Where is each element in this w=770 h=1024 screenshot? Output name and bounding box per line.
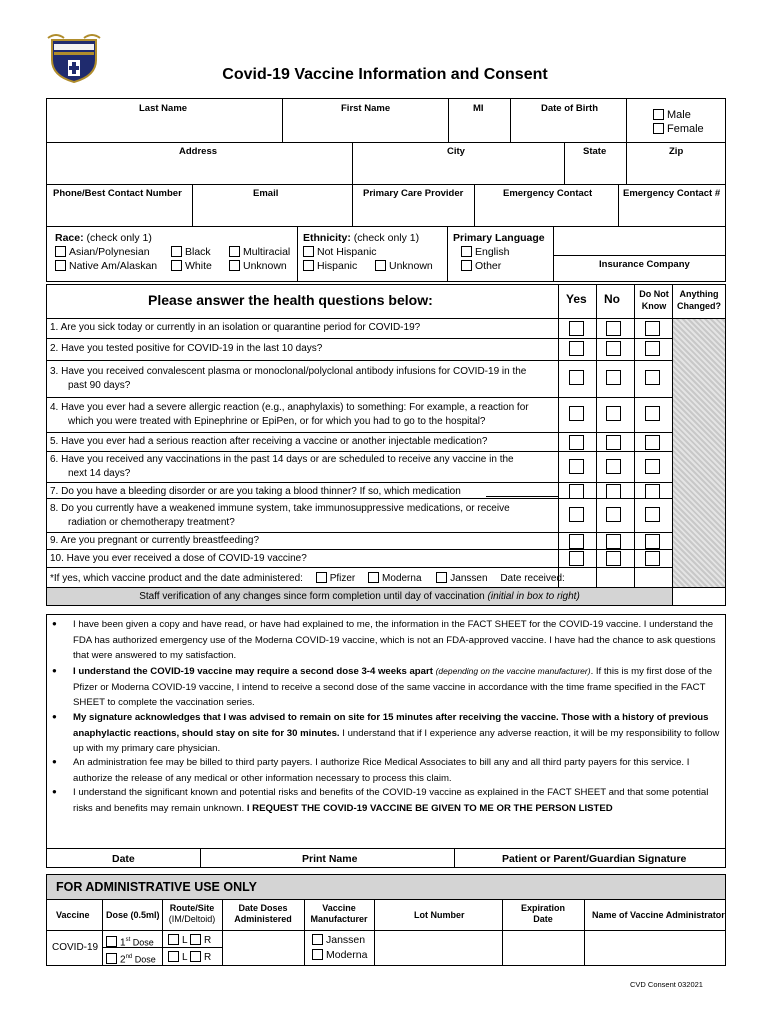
- date-label: Date: [112, 853, 135, 865]
- dose-2-sup: nd: [125, 954, 133, 960]
- eth-hispanic-option[interactable]: [303, 260, 357, 272]
- race-native-option[interactable]: [55, 260, 157, 272]
- race-asian-option[interactable]: [55, 246, 150, 258]
- question-8-line2: radiation or chemotherapy treatment?: [68, 517, 235, 528]
- race-black-option[interactable]: [171, 246, 211, 258]
- changed-line1: Anything: [679, 289, 719, 299]
- question-8-line1: 8. Do you currently have a weakened immune system, take immunosuppressive medications, or receive: [50, 503, 510, 514]
- right-label: R: [203, 935, 212, 946]
- emergency-number-label: Emergency Contact #: [623, 188, 721, 199]
- address-label: Address: [179, 146, 218, 157]
- question-4-yes-checkbox[interactable]: [569, 406, 584, 421]
- consent-bullet-5: [73, 785, 723, 816]
- dose-1-num: 1: [120, 937, 126, 949]
- left-checkbox[interactable]: [168, 934, 179, 945]
- question-4-no-checkbox[interactable]: [606, 406, 621, 421]
- eth-unknown-label: Unknown: [389, 260, 433, 272]
- route-row-2: [168, 951, 211, 964]
- staff-verify-label: Staff verification of any changes since form completion until day of vaccination: [139, 591, 485, 602]
- question-5-no-checkbox[interactable]: [606, 435, 621, 450]
- col-expiration: [502, 903, 584, 925]
- question-10-no-checkbox[interactable]: [606, 551, 621, 566]
- lang-other-label: Other: [475, 260, 502, 272]
- date-field[interactable]: [47, 820, 200, 848]
- dose-1-option[interactable]: [106, 934, 154, 949]
- col-dates-line2: Administered: [234, 914, 292, 924]
- question-1-yes-checkbox[interactable]: [569, 321, 584, 336]
- question-2-no-checkbox[interactable]: [606, 341, 621, 356]
- dont-know-header: [636, 288, 672, 312]
- checkbox[interactable]: [106, 953, 117, 964]
- checkbox[interactable]: [303, 246, 314, 257]
- checkbox[interactable]: [171, 260, 182, 271]
- lang-other-option[interactable]: [461, 260, 501, 272]
- col-route-line2: (IM/Deltoid): [168, 914, 216, 924]
- question-2-yes-checkbox[interactable]: [569, 341, 584, 356]
- state-label: State: [583, 146, 607, 157]
- moderna-checkbox[interactable]: [368, 572, 379, 583]
- consent-2-bold: I understand the COVID-19 vaccine may require a second dose 3-4 weeks apart: [73, 666, 433, 677]
- dose-1-sup: st: [125, 937, 131, 943]
- form-title: Covid-19 Vaccine Information and Consent: [222, 66, 548, 83]
- admin-janssen-label: Janssen: [326, 934, 366, 946]
- male-option[interactable]: [653, 109, 691, 121]
- question-3-line2: past 90 days?: [68, 380, 131, 391]
- checkbox[interactable]: [312, 934, 323, 945]
- no-header: No: [604, 292, 620, 306]
- race-multi-option[interactable]: [229, 246, 290, 258]
- dose-2-num: 2: [120, 954, 126, 966]
- dont-know-line2: Know: [641, 301, 667, 311]
- consent-3-bold: My signature acknowledges that I was advised to remain on site for 15 minutes after receiving the vaccine. Those with a history of previous anaphylactic reactions, should stay on site for 30 minutes.: [73, 712, 709, 739]
- question-3-yes-checkbox[interactable]: [569, 370, 584, 385]
- race-asian-label: Asian/Polynesian: [69, 246, 150, 258]
- question-7: 7. Do you have a bleeding disorder or are you taking a blood thinner? If so, which medication: [50, 486, 461, 497]
- checkbox[interactable]: [312, 949, 323, 960]
- checkbox[interactable]: [106, 936, 117, 947]
- consent-3-rest: I understand that if I experience any adverse reaction, it will be my responsibility to follow up with my primary care physician.: [73, 727, 720, 754]
- staff-verification-text: [47, 591, 672, 603]
- changed-header: [672, 288, 726, 312]
- question-6-dont-know-checkbox[interactable]: [645, 459, 660, 474]
- zip-label: Zip: [669, 146, 684, 157]
- race-label: [55, 232, 152, 244]
- pfizer-label: Pfizer: [329, 573, 356, 584]
- consent-5-bold: I REQUEST THE COVID-19 VACCINE BE GIVEN TO ME OR THE PERSON LISTED: [244, 802, 613, 814]
- col-exp-line2: Date: [533, 914, 553, 924]
- race-native-label: Native Am/Alaskan: [69, 260, 158, 272]
- staff-initial-box[interactable]: [673, 588, 725, 605]
- question-1-dont-know-checkbox[interactable]: [645, 321, 660, 336]
- right-checkbox[interactable]: [190, 934, 201, 945]
- question-8-no-checkbox[interactable]: [606, 507, 621, 522]
- ethnicity-title: Ethnicity:: [303, 232, 351, 244]
- question-7-yes-checkbox[interactable]: [569, 484, 584, 499]
- vaccine-product-question: [50, 572, 565, 585]
- dose-2-word: Dose: [132, 954, 156, 965]
- consent-2-rest: . If this is my first dose of the Pfizer or Moderna COVID-19 vaccine, I intend to receive a second dose of the same vaccine in accordance with the time frame specified in the FACT SHEET to complete the vaccination series.: [73, 666, 713, 708]
- race-multi-label: Multiracial: [243, 246, 291, 258]
- left-label: L: [182, 952, 188, 963]
- covid-label: COVID-19: [52, 942, 99, 953]
- question-5: 5. Have you ever had a serious reaction after receiving a vaccine or another injectable medication?: [50, 436, 488, 447]
- consent-bullet-2: [73, 664, 723, 711]
- race-unknown-label: Unknown: [243, 260, 287, 272]
- first-name-label: First Name: [341, 103, 391, 114]
- checkbox[interactable]: [171, 246, 182, 257]
- question-6-yes-checkbox[interactable]: [569, 459, 584, 474]
- checkbox[interactable]: [653, 123, 664, 134]
- admin-moderna-option[interactable]: [312, 949, 367, 961]
- col-vaccine: Vaccine: [56, 910, 90, 920]
- question-9-dont-know-checkbox[interactable]: [645, 534, 660, 549]
- female-option[interactable]: [653, 123, 704, 135]
- race-title: Race:: [55, 232, 84, 244]
- col-manufacturer: [304, 903, 374, 925]
- janssen-checkbox[interactable]: [436, 572, 447, 583]
- mi-label: MI: [473, 103, 484, 114]
- question-9-yes-checkbox[interactable]: [569, 534, 584, 549]
- eth-hispanic-label: Hispanic: [317, 260, 358, 272]
- pcp-label: Primary Care Provider: [363, 188, 464, 199]
- col-route: [162, 903, 222, 925]
- last-name-label: Last Name: [139, 103, 188, 114]
- col-mfr-line1: Vaccine: [322, 903, 356, 913]
- admin-moderna-label: Moderna: [326, 949, 368, 961]
- consent-bullet-3: [73, 710, 723, 757]
- question-2-dont-know-checkbox[interactable]: [645, 341, 660, 356]
- race-unknown-option[interactable]: [229, 260, 287, 272]
- print-name-field[interactable]: [201, 820, 454, 848]
- col-administrator: Name of Vaccine Administrator: [592, 910, 725, 920]
- yes-header: Yes: [566, 292, 587, 306]
- question-4-line2: which you were treated with Epinephrine or EpiPen, or for which you had to go to the hospital?: [68, 416, 486, 427]
- language-label: Primary Language: [453, 232, 545, 244]
- question-10: 10. Have you ever received a dose of COVID-19 vaccine?: [50, 553, 307, 564]
- question-9-no-checkbox[interactable]: [606, 534, 621, 549]
- checkbox[interactable]: [55, 246, 66, 257]
- dose-1-word: Dose: [130, 937, 154, 948]
- janssen-label: Janssen: [450, 573, 488, 584]
- lang-english-label: English: [475, 246, 510, 258]
- insurance-label: Insurance Company: [599, 259, 690, 270]
- footer-code: CVD Consent 032021: [630, 980, 703, 989]
- question-6-no-checkbox[interactable]: [606, 459, 621, 474]
- admin-header: FOR ADMINISTRATIVE USE ONLY: [56, 880, 257, 894]
- questions-header: Please answer the health questions below:: [148, 292, 433, 308]
- question-5-dont-know-checkbox[interactable]: [645, 435, 660, 450]
- question-10-dont-know-checkbox[interactable]: [645, 551, 660, 566]
- patient-info-section: [46, 98, 726, 282]
- col-mfr-line2: Manufacturer: [310, 914, 368, 924]
- col-exp-line1: Expiration: [520, 903, 565, 913]
- checkbox[interactable]: [303, 260, 314, 271]
- checkbox[interactable]: [229, 246, 240, 257]
- print-name-label: Print Name: [302, 853, 358, 865]
- staff-verify-hint: (initial in box to right): [487, 591, 580, 602]
- eth-unknown-option[interactable]: [375, 260, 433, 272]
- question-4-dont-know-checkbox[interactable]: [645, 406, 660, 421]
- checkbox[interactable]: [461, 260, 472, 271]
- signature-field[interactable]: [455, 820, 725, 848]
- question-3-dont-know-checkbox[interactable]: [645, 370, 660, 385]
- emergency-contact-label: Emergency Contact: [503, 188, 593, 199]
- question-4-line1: 4. Have you ever had a severe allergic reaction (e.g., anaphylaxis) to something: For example, a reaction for: [50, 402, 529, 413]
- left-label: L: [182, 935, 188, 946]
- admin-janssen-option[interactable]: [312, 934, 365, 946]
- question-10-yes-checkbox[interactable]: [569, 551, 584, 566]
- question-1: 1. Are you sick today or currently in an isolation or quarantine period for COVID-19?: [50, 322, 421, 333]
- changed-column-shade: [672, 318, 725, 587]
- question-6-line1: 6. Have you received any vaccinations in the past 14 days or are scheduled to receive any vaccine in the: [50, 454, 514, 465]
- race-black-label: Black: [185, 246, 211, 258]
- col-lot: Lot Number: [414, 910, 465, 920]
- consent-5-text: I understand the significant known and potential risks and benefits of the COVID-19 vaccine as explained in the FACT SHEET and that some potential risks and benefits may remain unknown.: [73, 787, 709, 814]
- moderna-label: Moderna: [382, 573, 422, 584]
- lang-english-option[interactable]: [461, 246, 509, 258]
- checkbox[interactable]: [375, 260, 386, 271]
- question-3-no-checkbox[interactable]: [606, 370, 621, 385]
- consent-2-italic: (depending on the vaccine manufacturer): [435, 666, 591, 676]
- dont-know-line1: Do Not: [639, 289, 669, 299]
- ethnicity-hint: (check only 1): [350, 232, 420, 244]
- question-7-dont-know-checkbox[interactable]: [645, 484, 660, 499]
- city-label: City: [447, 146, 465, 157]
- question-5-yes-checkbox[interactable]: [569, 435, 584, 450]
- route-row-1: [168, 934, 211, 947]
- race-white-label: White: [185, 260, 212, 272]
- gender-field: [627, 99, 726, 143]
- right-checkbox[interactable]: [190, 951, 201, 962]
- phone-label: Phone/Best Contact Number: [53, 188, 182, 199]
- ethnicity-label: [303, 232, 419, 244]
- question-8-yes-checkbox[interactable]: [569, 507, 584, 522]
- pfizer-checkbox[interactable]: [316, 572, 327, 583]
- col-dates-line1: Date Doses: [238, 903, 288, 913]
- col-dose: Dose (0.5ml): [106, 910, 160, 920]
- question-3-line1: 3. Have you received convalescent plasma or monoclonal/polyclonal antibody infusions for COVID-19 in the: [50, 366, 527, 377]
- question-8-dont-know-checkbox[interactable]: [645, 507, 660, 522]
- date-received-label: Date received:: [500, 573, 565, 584]
- right-label: R: [203, 952, 212, 963]
- col-dates: [222, 903, 304, 925]
- changed-line2: Changed?: [677, 301, 721, 311]
- checkbox[interactable]: [229, 260, 240, 271]
- question-2: 2. Have you tested positive for COVID-19 in the last 10 days?: [50, 343, 323, 354]
- consent-bullet-4: An administration fee may be billed to third party payers. I authorize Rice Medical Associates to bill any and all third party payers for this service. I authorize the release of any medical or other information necessary to process this claim.: [73, 757, 690, 784]
- checkbox[interactable]: [461, 246, 472, 257]
- checkbox[interactable]: [653, 109, 664, 120]
- question-6-line2: next 14 days?: [68, 468, 131, 479]
- question-1-no-checkbox[interactable]: [606, 321, 621, 336]
- dob-label: Date of Birth: [541, 103, 598, 114]
- female-label: Female: [667, 123, 704, 135]
- consent-bullet-1: I have been given a copy and have read, or have had explained to me, the information in the FACT SHEET for the COVID-19 vaccine. I understand the FDA has authorized emergency use of the Moderna COVID-19 vaccine, which is not an FDA-approved vaccine. I have had the chance to ask questions that were answered to my satisfaction.: [73, 619, 716, 661]
- dose-2-option[interactable]: [106, 951, 156, 966]
- male-label: Male: [667, 109, 691, 121]
- left-checkbox[interactable]: [168, 951, 179, 962]
- question-7-no-checkbox[interactable]: [606, 484, 621, 499]
- vaccine-product-label: *If yes, which vaccine product and the date administered:: [50, 573, 303, 584]
- eth-not-hispanic-label: Not Hispanic: [317, 246, 377, 258]
- col-route-line1: Route/Site: [169, 903, 215, 913]
- race-hint: (check only 1): [83, 232, 152, 244]
- question-9: 9. Are you pregnant or currently breastfeeding?: [50, 535, 260, 546]
- email-label: Email: [253, 188, 279, 199]
- eth-not-hispanic-option[interactable]: [303, 246, 377, 258]
- race-white-option[interactable]: [171, 260, 212, 272]
- checkbox[interactable]: [55, 260, 66, 271]
- signature-label: Patient or Parent/Guardian Signature: [502, 853, 687, 865]
